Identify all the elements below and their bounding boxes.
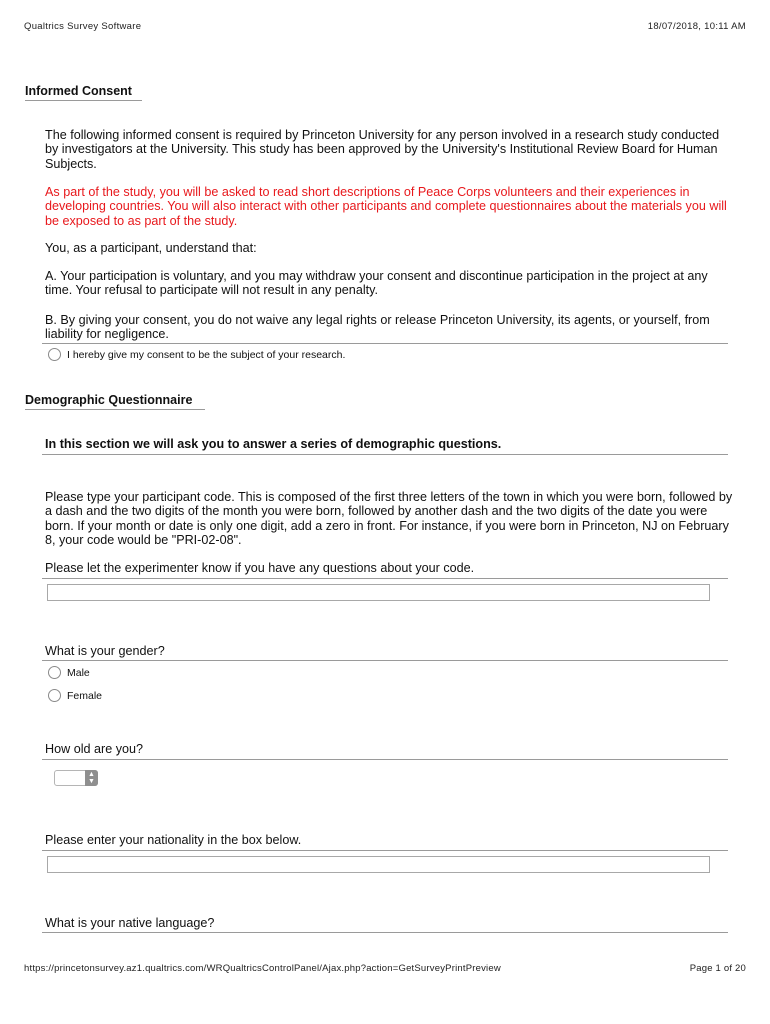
gender-female-radio[interactable] (48, 689, 61, 702)
informed-consent-title: Informed Consent (25, 84, 142, 101)
participant-code-note: Please let the experimenter know if you have any questions about your code. (45, 561, 475, 575)
app-title: Qualtrics Survey Software (24, 21, 142, 32)
divider (42, 578, 728, 579)
gender-female-label: Female (67, 690, 103, 702)
page-number: Page 1 of 20 (689, 963, 746, 974)
language-question: What is your native language? (45, 916, 215, 930)
demographics-intro: In this section we will ask you to answer a series of demographic questions. (45, 437, 502, 451)
divider (42, 759, 728, 760)
participant-code-question: Please type your participant code. This is composed of the first three letters of the town in which you were born, followed by a dash and the two digits of the month you were born, followed by another dash and the two digits of the date you were born. If your month or date is only one digit, add a zero in front. For instance, if you were born in Princeton, NJ on February 8, your code would be "PRI-02-08". (45, 490, 733, 548)
gender-male-radio[interactable] (48, 666, 61, 679)
divider (42, 850, 728, 851)
study-description: As part of the study, you will be asked to read short descriptions of Peace Corps volunteers and their experiences in developing countries. You will also interact with other participants and complete questionnaires about the materials you will be exposed to as part of the study. (45, 185, 727, 228)
divider (42, 932, 728, 933)
divider (42, 660, 728, 661)
page-url: https://princetonsurvey.az1.qualtrics.com/WRQualtricsControlPanel/Ajax.php?action=GetSurveyPrintPreview (24, 963, 501, 974)
consent-intro: The following informed consent is required by Princeton University for any person involved in a research study conducted by investigators at the University. This study has been approved by the University's Institutional Review Board for Human Subjects. (45, 128, 720, 171)
nationality-input[interactable] (47, 856, 710, 873)
divider (42, 454, 728, 455)
consent-point-b: B. By giving your consent, you do not waive any legal rights or release Princeton University, its agents, or yourself, from liability for negligence. (45, 313, 710, 342)
chevron-updown-icon: ▲ ▼ (85, 770, 98, 786)
age-select[interactable] (54, 770, 98, 786)
nationality-question: Please enter your nationality in the box below. (45, 833, 302, 847)
consent-option-label: I hereby give my consent to be the subject of your research. (67, 349, 346, 361)
consent-point-a: A. Your participation is voluntary, and you may withdraw your consent and discontinue participation in the project at any time. Your refusal to participate will not result in any penalty. (45, 269, 708, 298)
demographic-questionnaire-title: Demographic Questionnaire (25, 393, 205, 410)
participant-code-input[interactable] (47, 584, 710, 601)
age-question: How old are you? (45, 742, 144, 756)
consent-radio[interactable] (48, 348, 61, 361)
divider (42, 343, 728, 344)
gender-male-label: Male (67, 667, 90, 679)
participant-understand: You, as a participant, understand that: (45, 241, 257, 255)
print-datetime: 18/07/2018, 10:11 AM (647, 21, 746, 32)
gender-question: What is your gender? (45, 644, 165, 658)
